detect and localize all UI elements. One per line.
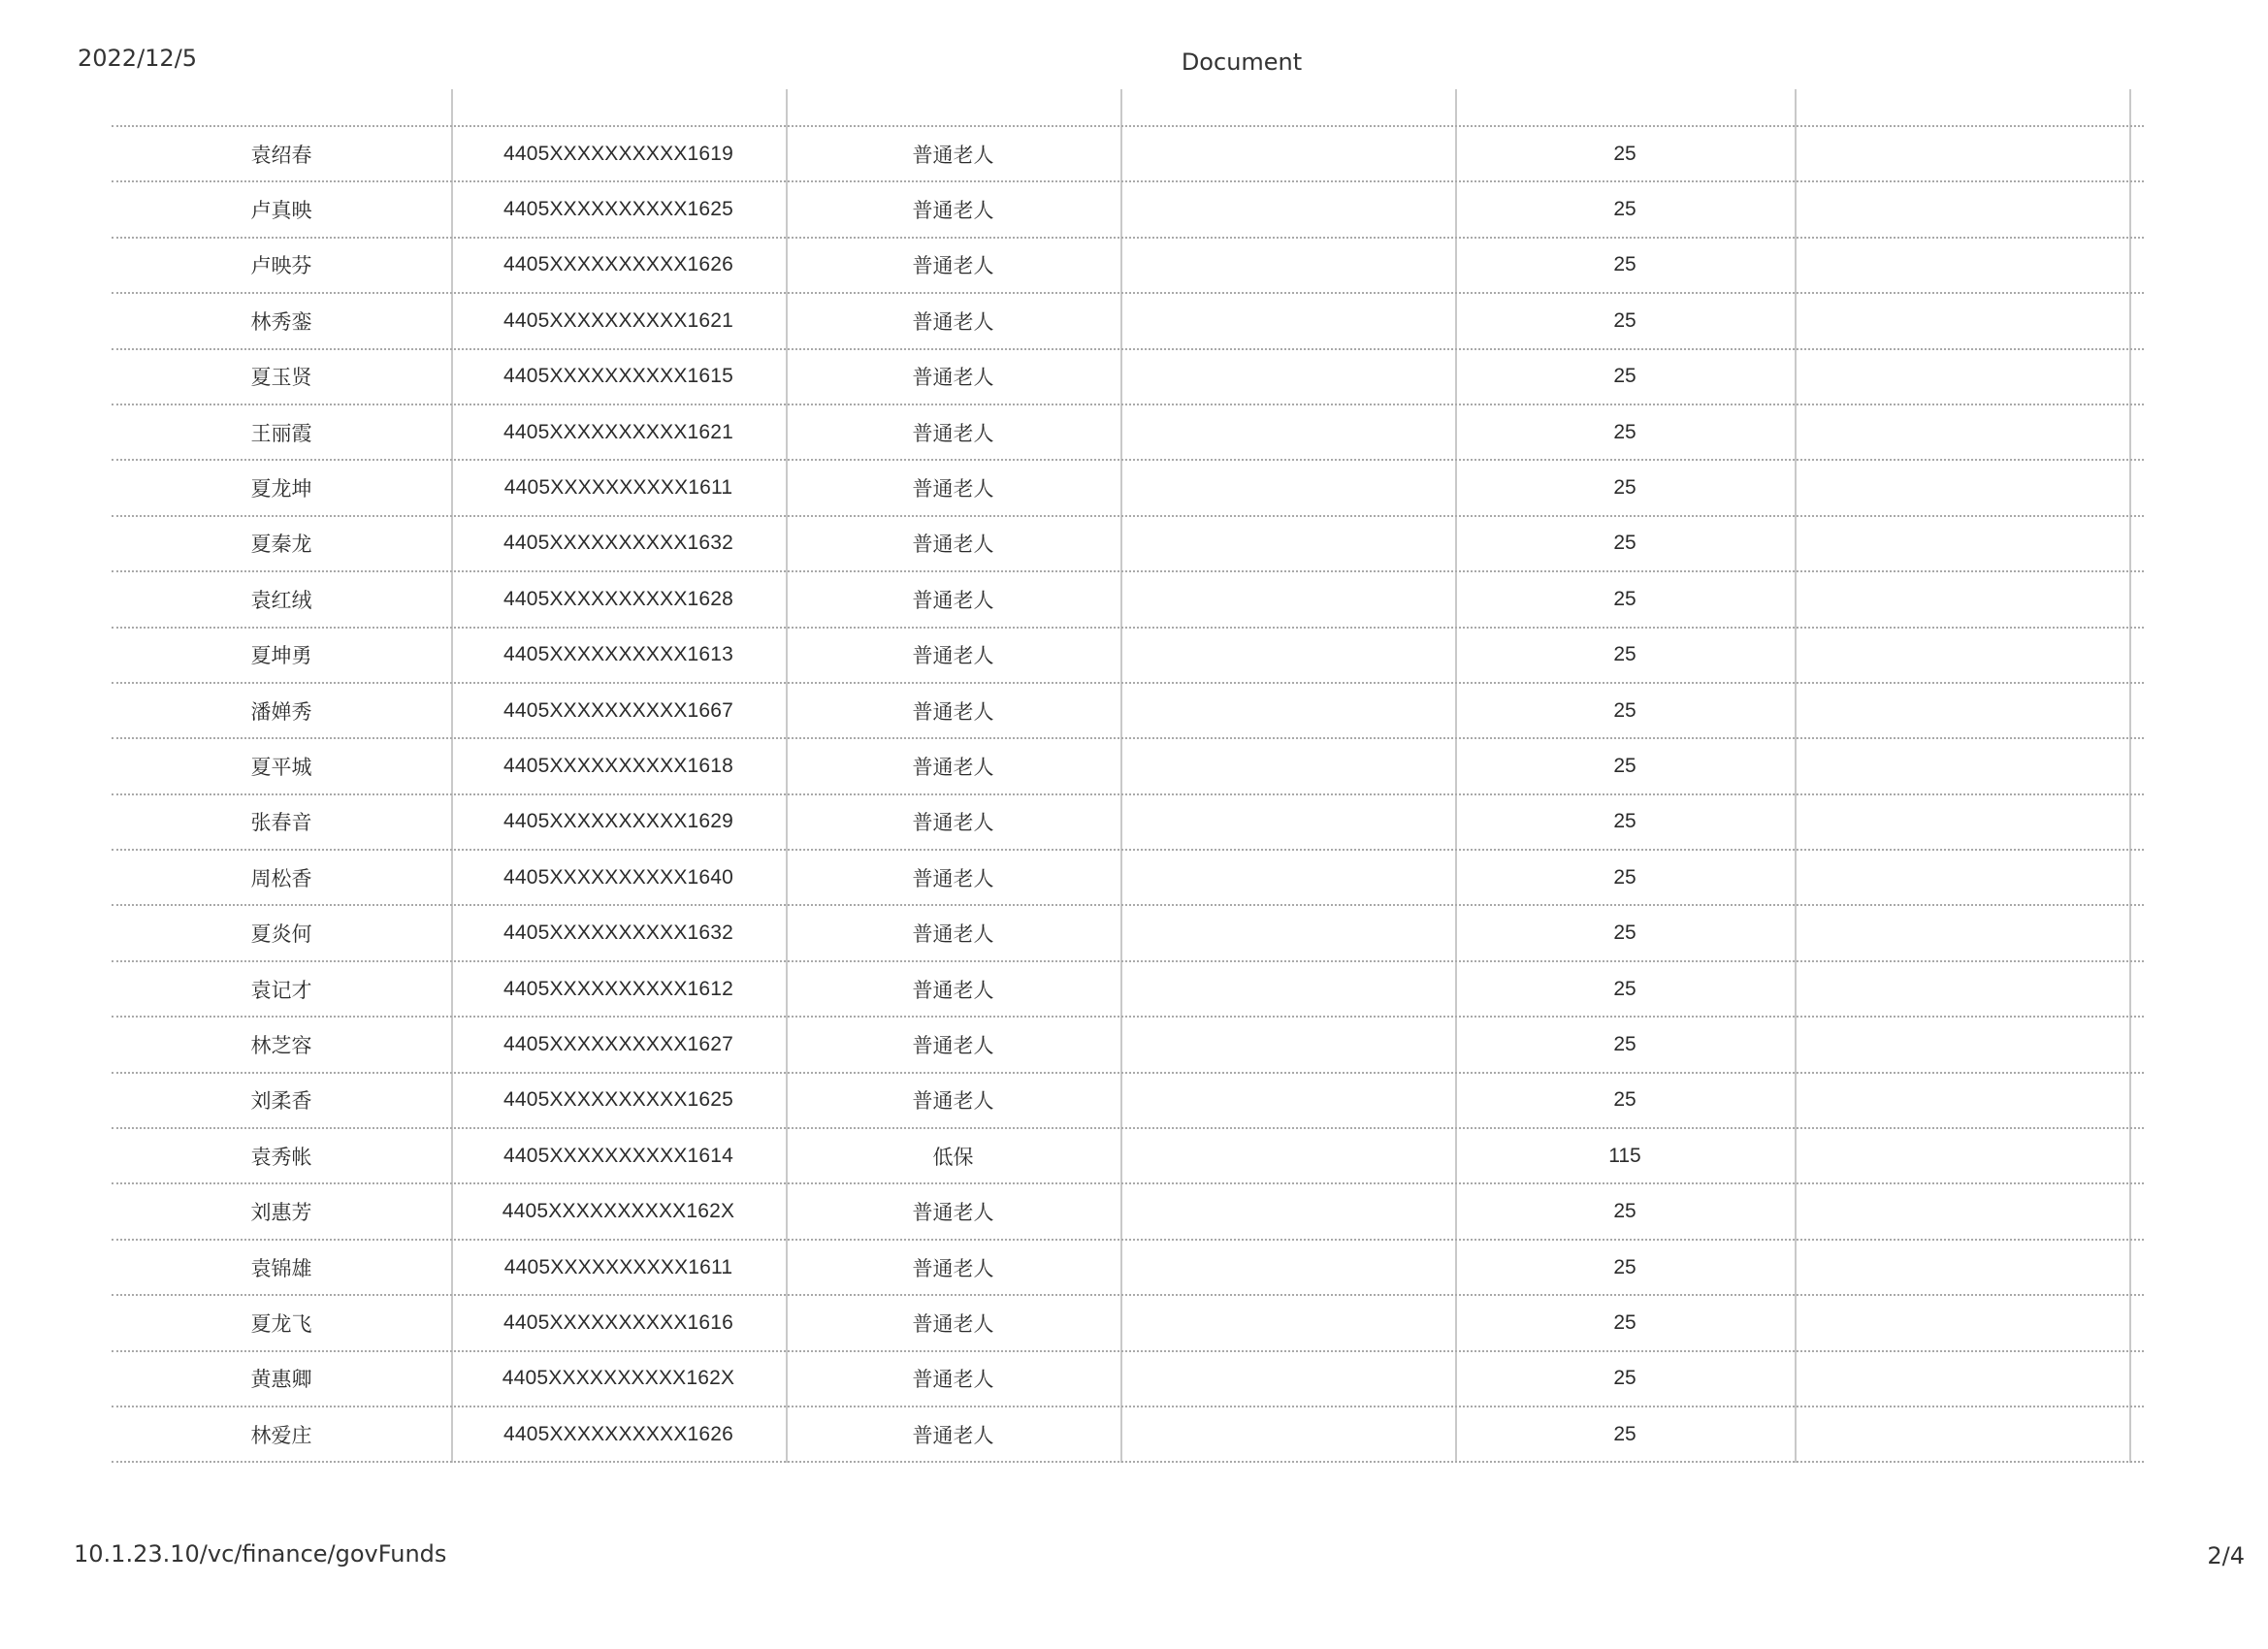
amount-cell: 25: [1613, 253, 1636, 276]
table-body: [112, 89, 2144, 1463]
remarks-cell: [1795, 350, 2129, 404]
name-cell: 林爱庄: [250, 1423, 312, 1447]
print-date: 2022/12/5: [78, 45, 198, 72]
remarks-cell: [1795, 1184, 2129, 1238]
blank-cell: [1120, 127, 1455, 180]
id-number-cell: 4405XXXXXXXXXX162X: [502, 1367, 735, 1390]
table-row-cut-off: [112, 89, 2144, 127]
table-row: [112, 517, 2144, 572]
remarks-cell: [1795, 517, 2129, 570]
table-row: [112, 1296, 2144, 1351]
remarks-cell: [1795, 906, 2129, 959]
remarks-cell: [1795, 405, 2129, 459]
table-row: [112, 1184, 2144, 1240]
remarks-cell: [1795, 851, 2129, 904]
id-number-cell: 4405XXXXXXXXXX1628: [502, 587, 734, 610]
table-row: [112, 739, 2144, 794]
recipient-table: [112, 89, 2144, 1463]
category-cell: 普通老人: [912, 644, 994, 668]
table-row: [112, 461, 2144, 516]
remarks-cell: [1795, 572, 2129, 626]
category-cell: 普通老人: [912, 421, 994, 445]
table-row: [112, 1129, 2144, 1184]
table-row: [112, 127, 2144, 182]
blank-cell: [1120, 1407, 1455, 1461]
category-cell: 普通老人: [912, 699, 994, 724]
id-number-cell: 4405XXXXXXXXXX1612: [502, 977, 734, 1000]
name-cell: 夏平城: [250, 755, 312, 779]
amount-cell: 25: [1613, 142, 1636, 165]
name-cell: 夏坤勇: [250, 644, 312, 668]
blank-cell: [1120, 1241, 1455, 1294]
id-number-cell: 4405XXXXXXXXXX1618: [502, 754, 734, 777]
blank-cell: [1120, 239, 1455, 292]
blank-cell: [1120, 795, 1455, 849]
remarks-cell: [1795, 1241, 2129, 1294]
remarks-cell: [1795, 1074, 2129, 1127]
amount-cell: 25: [1613, 198, 1636, 221]
category-cell: 普通老人: [912, 588, 994, 612]
category-cell: 普通老人: [912, 811, 994, 835]
blank-cell: [1120, 461, 1455, 514]
blank-cell: [1120, 182, 1455, 236]
category-cell: 普通老人: [912, 866, 994, 890]
blank-cell: [1120, 1129, 1455, 1182]
id-number-cell: 4405XXXXXXXXXX1611: [503, 476, 733, 500]
category-cell: 普通老人: [912, 254, 994, 278]
blank-cell: [1120, 739, 1455, 792]
category-cell: 普通老人: [912, 199, 994, 223]
amount-cell: 25: [1613, 698, 1636, 722]
id-number-cell: 4405XXXXXXXXXX1640: [502, 865, 734, 889]
id-number-cell: 4405XXXXXXXXXX162X: [502, 1200, 735, 1223]
table-row: [112, 795, 2144, 851]
amount-cell: 25: [1613, 1310, 1636, 1334]
name-cell: 卢映芬: [250, 254, 312, 278]
amount-cell: 25: [1613, 1367, 1636, 1390]
name-cell: 袁记才: [250, 978, 312, 1002]
remarks-cell: [1795, 461, 2129, 514]
id-number-cell: 4405XXXXXXXXXX1625: [502, 198, 734, 221]
remarks-cell: [1795, 239, 2129, 292]
name-cell: 夏龙坤: [250, 477, 312, 501]
remarks-cell: [1795, 739, 2129, 792]
id-number-cell: 4405XXXXXXXXXX1614: [502, 1144, 734, 1167]
id-number-cell: 4405XXXXXXXXXX1619: [502, 142, 734, 165]
id-number-cell: 4405XXXXXXXXXX1632: [502, 922, 734, 945]
id-number-cell: 4405XXXXXXXXXX1616: [502, 1310, 734, 1334]
remarks-cell: [1795, 1018, 2129, 1071]
category-cell: 普通老人: [912, 477, 994, 501]
amount-cell: 25: [1613, 532, 1636, 555]
id-number-cell: 4405XXXXXXXXXX1627: [502, 1032, 734, 1055]
table-row: [112, 629, 2144, 684]
amount-cell: 25: [1613, 420, 1636, 443]
blank-cell: [1120, 405, 1455, 459]
blank-cell: [1120, 294, 1455, 347]
name-cell: 夏玉贤: [250, 366, 312, 390]
remarks-cell: [1795, 1352, 2129, 1406]
category-cell: 低保: [932, 1145, 974, 1169]
name-cell: 袁红绒: [250, 588, 312, 612]
amount-cell: 25: [1613, 922, 1636, 945]
blank-cell: [1120, 962, 1455, 1016]
id-number-cell: 4405XXXXXXXXXX1625: [502, 1088, 734, 1112]
category-cell: 普通老人: [912, 922, 994, 947]
table-row: [112, 851, 2144, 906]
name-cell: 黄惠卿: [250, 1368, 312, 1392]
id-number-cell: 4405XXXXXXXXXX1611: [503, 1255, 733, 1278]
remarks-cell: [1795, 629, 2129, 682]
category-cell: 普通老人: [912, 309, 994, 334]
blank-cell: [1120, 1296, 1455, 1349]
blank-cell: [1120, 1352, 1455, 1406]
remarks-cell: [1795, 962, 2129, 1016]
blank-cell: [1120, 684, 1455, 737]
page-url: 10.1.23.10/vc/finance/govFunds: [74, 1540, 447, 1568]
name-cell: 张春音: [250, 811, 312, 835]
name-cell: 林秀銮: [250, 309, 312, 334]
name-cell: 夏龙飞: [250, 1311, 312, 1336]
id-number-cell: 4405XXXXXXXXXX1629: [502, 810, 734, 833]
id-number-cell: 4405XXXXXXXXXX1613: [502, 643, 734, 666]
blank-cell: [1120, 629, 1455, 682]
table-row: [112, 1241, 2144, 1296]
id-number-cell: 4405XXXXXXXXXX1632: [502, 532, 734, 555]
remarks-cell: [1795, 1296, 2129, 1349]
category-cell: 普通老人: [912, 143, 994, 167]
id-number-cell: 4405XXXXXXXXXX1621: [502, 420, 734, 443]
remarks-cell: [1795, 1129, 2129, 1182]
name-cell: 刘惠芳: [250, 1201, 312, 1225]
category-cell: 普通老人: [912, 1256, 994, 1280]
table-row: [112, 906, 2144, 961]
category-cell: 普通老人: [912, 1033, 994, 1057]
table-row: [112, 684, 2144, 739]
category-cell: 普通老人: [912, 1311, 994, 1336]
table-row: [112, 1018, 2144, 1073]
name-cell: 林芝容: [250, 1033, 312, 1057]
remarks-cell: [1795, 127, 2129, 180]
amount-cell: 25: [1613, 643, 1636, 666]
name-cell: 潘婵秀: [250, 699, 312, 724]
category-cell: 普通老人: [912, 1201, 994, 1225]
amount-cell: 25: [1613, 308, 1636, 332]
table-row: [112, 962, 2144, 1018]
name-cell: 刘柔香: [250, 1089, 312, 1114]
name-cell: 袁锦雄: [250, 1256, 312, 1280]
table-row: [112, 1352, 2144, 1407]
name-cell: 王丽霞: [250, 421, 312, 445]
remarks-cell: [1795, 795, 2129, 849]
name-cell: 卢真映: [250, 199, 312, 223]
amount-cell: 25: [1613, 587, 1636, 610]
table-row: [112, 182, 2144, 238]
name-cell: 夏秦龙: [250, 533, 312, 557]
remarks-cell: [1795, 684, 2129, 737]
amount-cell: 25: [1613, 1032, 1636, 1055]
blank-cell: [1120, 1018, 1455, 1071]
blank-cell: [1120, 572, 1455, 626]
remarks-cell: [1795, 1407, 2129, 1461]
blank-cell: [1120, 517, 1455, 570]
document-title: Document: [1181, 48, 1303, 76]
table-row: [112, 294, 2144, 349]
remarks-cell: [1795, 294, 2129, 347]
table-row: [112, 350, 2144, 405]
amount-cell: 25: [1613, 1088, 1636, 1112]
name-cell: 袁秀帐: [250, 1145, 312, 1169]
table-row: [112, 405, 2144, 461]
table-row: [112, 1407, 2144, 1463]
category-cell: 普通老人: [912, 1089, 994, 1114]
table-row: [112, 239, 2144, 294]
blank-cell: [1120, 1184, 1455, 1238]
amount-cell: 25: [1613, 810, 1636, 833]
amount-cell: 25: [1613, 1200, 1636, 1223]
amount-cell: 25: [1613, 865, 1636, 889]
table-row: [112, 572, 2144, 628]
id-number-cell: 4405XXXXXXXXXX1621: [502, 308, 734, 332]
category-cell: 普通老人: [912, 366, 994, 390]
name-cell: 夏炎何: [250, 922, 312, 947]
amount-cell: 25: [1613, 476, 1636, 500]
blank-cell: [1120, 851, 1455, 904]
amount-cell: 25: [1613, 977, 1636, 1000]
blank-cell: [1120, 1074, 1455, 1127]
id-number-cell: 4405XXXXXXXXXX1626: [502, 1422, 734, 1445]
category-cell: 普通老人: [912, 1423, 994, 1447]
id-number-cell: 4405XXXXXXXXXX1615: [502, 365, 734, 388]
blank-cell: [1120, 906, 1455, 959]
id-number-cell: 4405XXXXXXXXXX1626: [502, 253, 734, 276]
category-cell: 普通老人: [912, 755, 994, 779]
table-row: [112, 1074, 2144, 1129]
amount-cell: 115: [1608, 1144, 1641, 1167]
id-number-cell: 4405XXXXXXXXXX1667: [502, 698, 734, 722]
page-number: 2/4: [2207, 1542, 2245, 1569]
name-cell: 周松香: [250, 866, 312, 890]
amount-cell: 25: [1613, 365, 1636, 388]
amount-cell: 25: [1613, 1255, 1636, 1278]
remarks-cell: [1795, 182, 2129, 236]
category-cell: 普通老人: [912, 1368, 994, 1392]
category-cell: 普通老人: [912, 978, 994, 1002]
amount-cell: 25: [1613, 754, 1636, 777]
name-cell: 袁绍春: [250, 143, 312, 167]
category-cell: 普通老人: [912, 533, 994, 557]
blank-cell: [1120, 350, 1455, 404]
amount-cell: 25: [1613, 1422, 1636, 1445]
